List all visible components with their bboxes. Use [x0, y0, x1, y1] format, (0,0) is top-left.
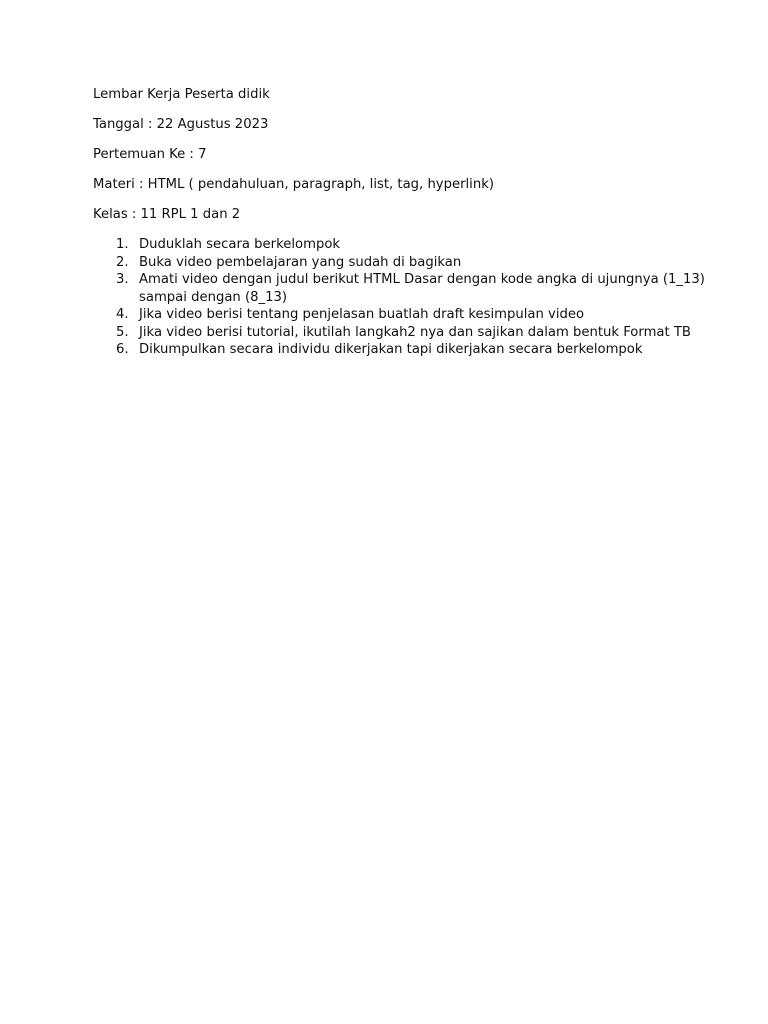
list-item	[93, 254, 713, 272]
document-body	[93, 86, 713, 359]
worksheet-title: Lembar Kerja Peserta didik	[93, 87, 270, 102]
class-line: Kelas : 11 RPL 1 dan 2	[93, 207, 241, 222]
list-item-text: Jika video berisi tutorial, ikutilah langkah2 nya dan sajikan dalam bentuk Format TB	[139, 324, 691, 340]
list-item-number: 1.	[116, 237, 129, 252]
list-item-text: Duduklah secara berkelompok	[139, 237, 341, 252]
list-item-text: Dikumpulkan secara individu dikerjakan tapi dikerjakan secara berkelompok	[139, 342, 643, 357]
list-item-text: Jika video berisi tentang penjelasan buatlah draft kesimpulan video	[139, 307, 585, 322]
list-item-number: 3.	[116, 272, 129, 287]
list-item	[93, 341, 713, 359]
list-item-number: 5.	[116, 324, 129, 340]
date-line: Tanggal : 22 Agustus 2023	[93, 117, 269, 132]
list-item	[93, 324, 713, 342]
list-item-number: 2.	[116, 254, 129, 270]
list-item	[93, 236, 713, 254]
list-item-text: Buka video pembelajaran yang sudah di bagikan	[139, 254, 462, 270]
material-line: Materi : HTML ( pendahuluan, paragraph, list, tag, hyperlink)	[93, 177, 494, 192]
list-item	[93, 306, 713, 324]
list-item	[93, 271, 713, 306]
list-item-number: 6.	[116, 342, 129, 357]
meeting-line: Pertemuan Ke : 7	[93, 147, 207, 162]
steps-list	[93, 236, 713, 359]
list-item-text: Amati video dengan judul berikut HTML Dasar dengan kode angka di ujungnya (1_13) sampai dengan (8_13)	[139, 272, 705, 305]
list-item-number: 4.	[116, 307, 129, 322]
